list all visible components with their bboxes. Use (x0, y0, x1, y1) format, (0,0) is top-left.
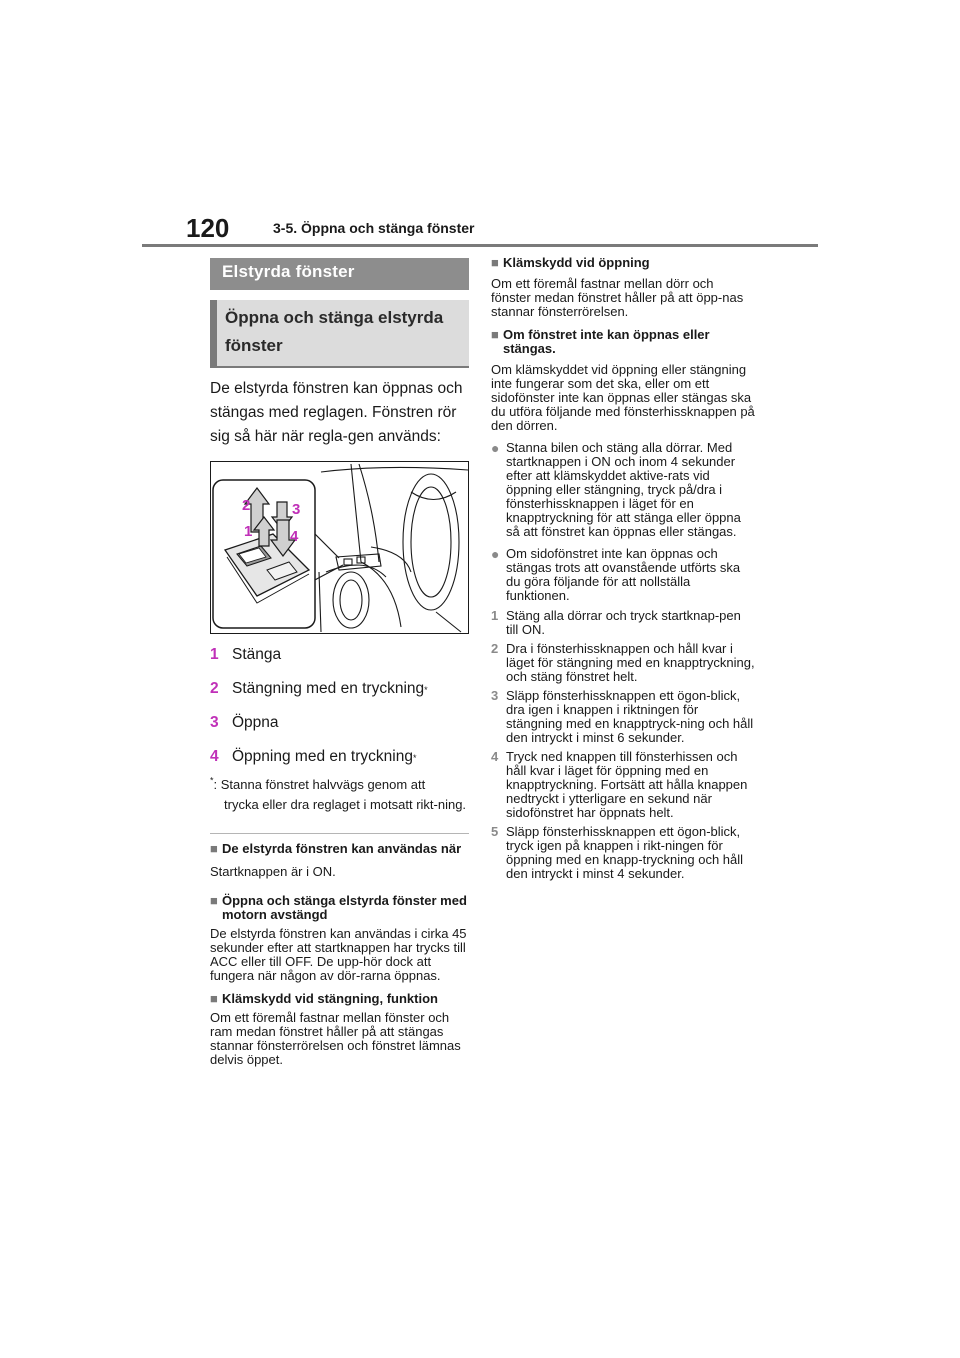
note-body: Om ett föremål fastnar mellan fönster och ram medan fönstret håller på att stängas stannar fönsterrörelsen och fönstret lämnas delvis öppet. (210, 1010, 461, 1067)
bullet-item (491, 441, 755, 539)
legend-text: Stängning med en tryckning (232, 680, 425, 697)
section-title: Elstyrda fönster (210, 258, 469, 290)
right-column (491, 256, 755, 881)
note-block (210, 894, 469, 983)
page-number: 120 (186, 213, 230, 243)
step-item (491, 750, 755, 820)
footnote-line2: trycka eller dra reglaget i motsatt rikt-ning. (224, 797, 467, 812)
left-column (210, 258, 469, 1067)
note-block (491, 328, 755, 433)
note-title: De elstyrda fönstren kan användas när (222, 841, 462, 856)
step-item (491, 689, 755, 745)
circle-bullet-icon: ● (491, 440, 500, 456)
legend-text: Öppning med en tryckning (232, 748, 413, 765)
note-block (210, 992, 469, 1067)
bullet-item (491, 547, 755, 603)
figure-label-3: 3 (292, 501, 301, 518)
window-switch-figure (210, 461, 469, 634)
step-number: 4 (491, 749, 499, 764)
note-heading (210, 894, 469, 922)
square-bullet-icon: ■ (210, 893, 218, 908)
legend-item (210, 714, 469, 732)
note-body: Startknappen är i ON. (210, 864, 336, 879)
legend-item: 4 Öppning med en tryckning * (210, 748, 417, 765)
square-bullet-icon: ■ (491, 255, 499, 270)
step-text: Tryck ned knappen till fönsterhissen och håll kvar i läget för öppning med en knapptryckning. Fortsätt att hålla knappen nedtryckt i ytterligare en sekund när sidofönstret har öppnats helt. (506, 749, 748, 820)
step-text: Dra i fönsterhissknappen och håll kvar i läget för stängning med en knapptryckning, och stäng fönstret helt. (506, 641, 755, 684)
circle-bullet-icon: ● (491, 546, 500, 562)
footnote (210, 775, 469, 815)
legend-item (210, 646, 469, 664)
note-block (210, 842, 469, 879)
note-heading (210, 992, 469, 1006)
note-body: Om klämskyddet vid öppning eller stängning inte fungerar som det ska, eller om ett sidofönster inte kan öppnas eller stängas ska du utföra följande med fönsterhissknappen på den dörren. (491, 362, 755, 433)
legend-text: Öppna (232, 714, 279, 731)
header-rule (142, 244, 818, 247)
step-item (491, 642, 755, 684)
chapter-title: 3-5. Öppna och stänga fönster (273, 220, 475, 236)
figure-label-1: 1 (244, 523, 253, 540)
callout-connector (311, 530, 343, 582)
square-bullet-icon: ■ (210, 841, 218, 856)
step-number: 3 (491, 688, 499, 703)
bullet-text: Om sidofönstret inte kan öppnas och stängas trots att ovanstående utförts ska du göra följande för att nollställa funktionen. (506, 546, 741, 603)
section-divider (210, 833, 469, 834)
square-bullet-icon: ■ (210, 991, 218, 1006)
note-body: De elstyrda fönstren kan användas i cirka 45 sekunder efter att startknappen har trycks till ACC eller till OFF. De upp-hör dock att fungera när någon av dör-rarna öppnas. (210, 926, 467, 983)
step-item (491, 825, 755, 881)
note-title: Klämskydd vid stängning, funktion (222, 991, 438, 1006)
note-body: Om ett föremål fastnar mellan dörr och fönster medan fönstret håller på att öpp-nas stannar fönsterrörelsen. (491, 276, 744, 319)
legend-item: 2 Stängning med en tryckning * (210, 680, 428, 697)
intro-text: De elstyrda fönstren kan öppnas och stängas med reglagen. Fönstren rör sig så här när regla-gen används: (210, 380, 463, 445)
footnote-star: * (210, 775, 214, 786)
legend-text: Stänga (232, 646, 282, 663)
note-heading (491, 256, 755, 270)
note-title: Om fönstret inte kan öppnas eller stängas. (503, 327, 710, 356)
note-heading (491, 328, 755, 356)
step-item (491, 609, 755, 637)
subsection-title: Öppna och stänga elstyrda fönster (210, 300, 469, 368)
legend-number: 1 (210, 646, 219, 663)
legend-number: 4 (210, 748, 219, 765)
bullet-text: Stanna bilen och stäng alla dörrar. Med startknappen i ON och inom 4 sekunder efter att klämskyddet aktive-rats vid öppning eller stängning, tryck på/dra i fönsterhissknappen i läget för en knapptryckning för att stänga eller öppna så att fönstret kan öppnas eller stängas. (506, 440, 741, 539)
figure-label-2: 2 (242, 497, 251, 514)
step-number: 2 (491, 641, 499, 656)
step-text: Släpp fönsterhissknappen ett ögon-blick, dra igen i knappen i riktningen för stängning med en knapptryck-ning och håll den intryckt i minst 6 sekunder. (506, 688, 754, 745)
step-text: Stäng alla dörrar och tryck startknap-pen till ON. (506, 608, 741, 637)
dashboard-lineart (319, 464, 468, 632)
square-bullet-icon: ■ (491, 327, 499, 342)
note-heading (210, 842, 469, 856)
legend-list (210, 646, 469, 766)
step-text: Släpp fönsterhissknappen ett ögon-blick, tryck igen på knappen i rikt-ningen för öppning med en knapp-tryckning och håll den intryckt i minst 4 sekunder. (506, 824, 744, 881)
footnote-line1: : Stanna fönstret halvvägs genom att (213, 777, 426, 792)
window-switch-illustration (211, 462, 468, 633)
note-title: Klämskydd vid öppning (503, 255, 650, 270)
step-number: 1 (491, 608, 499, 623)
figure-label-4: 4 (290, 528, 299, 545)
step-number: 5 (491, 824, 499, 839)
note-title: Öppna och stänga elstyrda fönster med motorn avstängd (222, 893, 467, 922)
legend-number: 3 (210, 714, 219, 731)
legend-number: 2 (210, 680, 219, 697)
note-block (491, 256, 755, 319)
